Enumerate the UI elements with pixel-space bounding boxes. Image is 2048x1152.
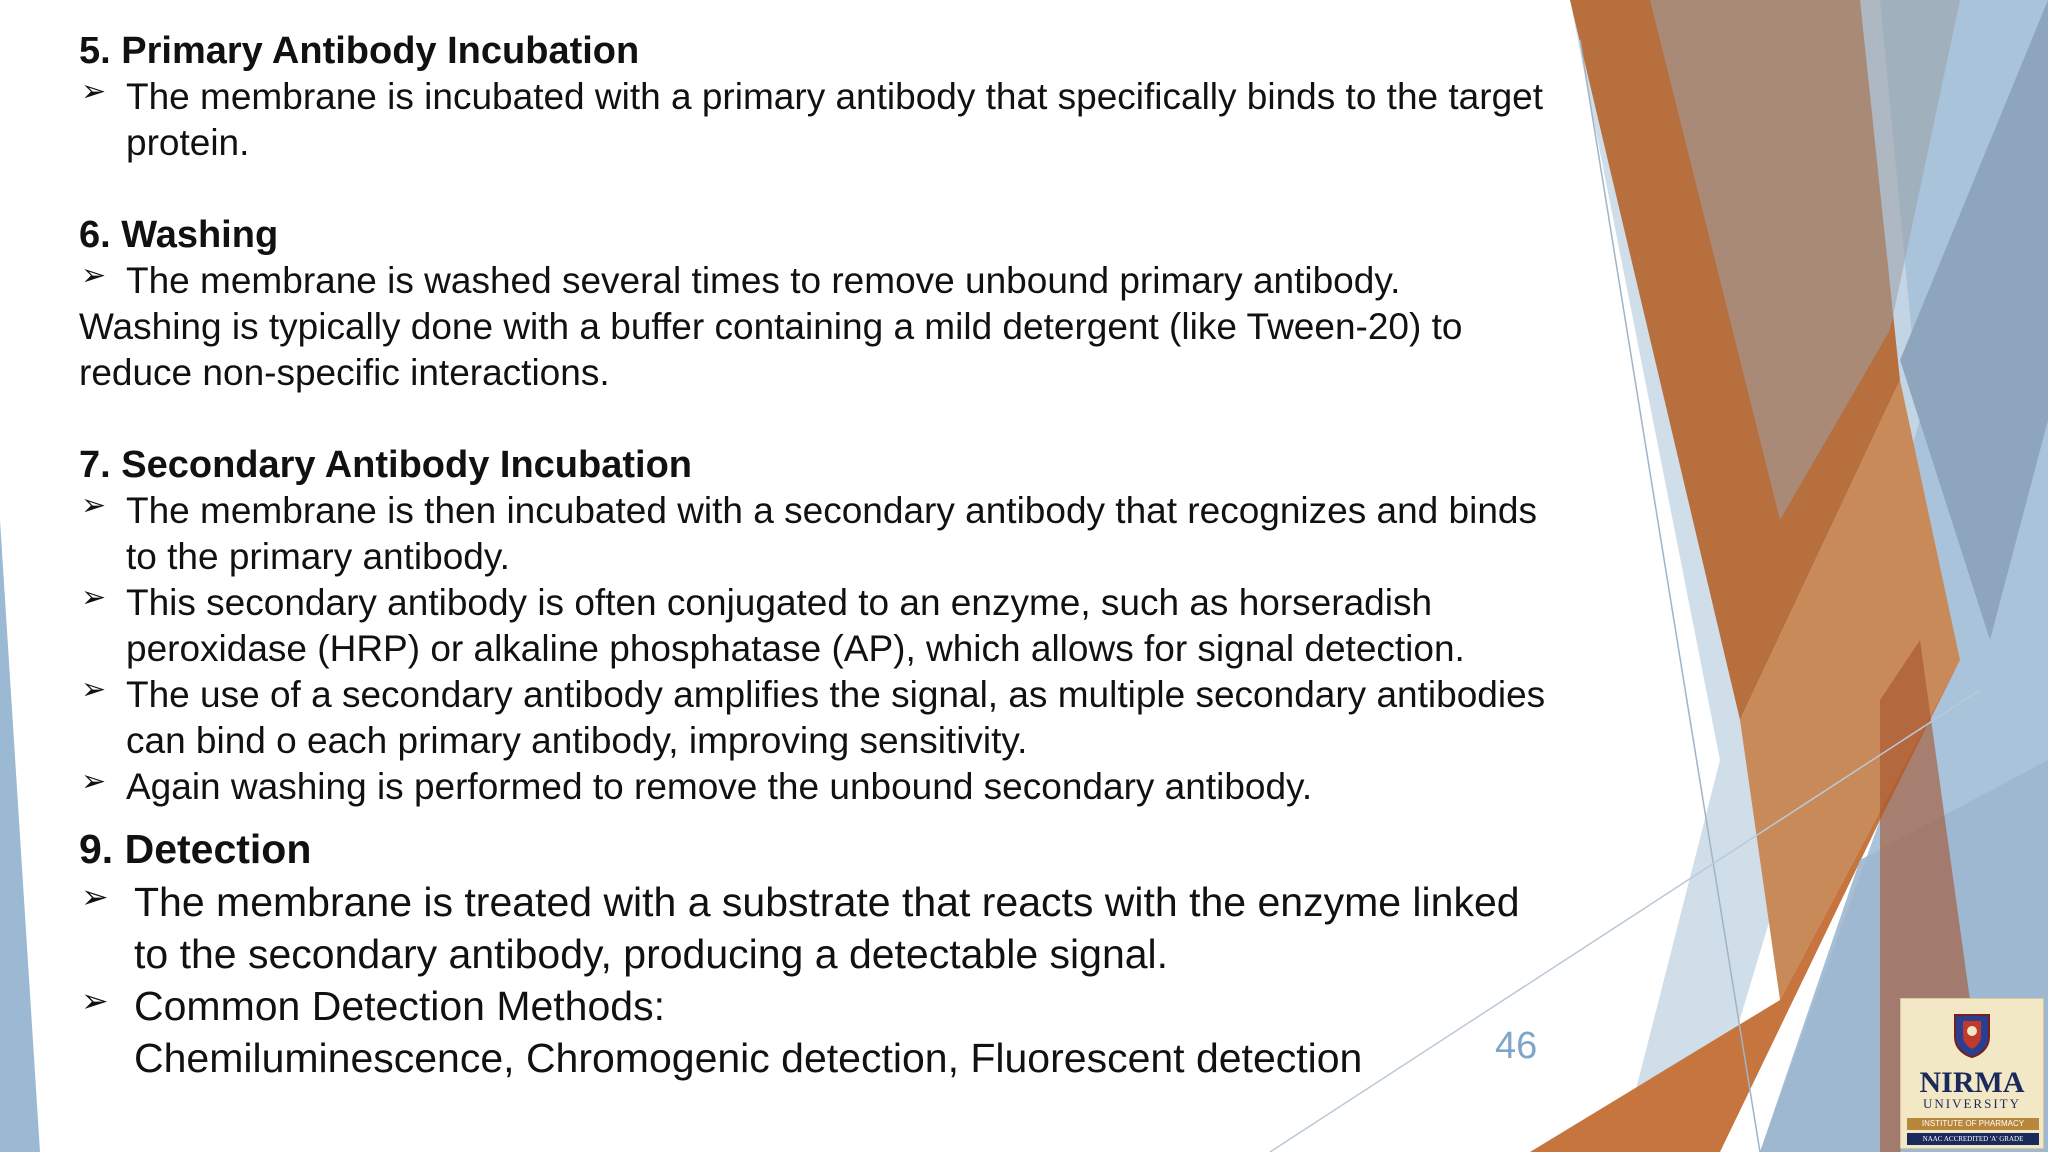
arrowhead-icon: ➢ [81,259,107,292]
bullet-item [79,258,1559,304]
section-heading-secondary-antibody: 7. Secondary Antibody Incubation [79,444,692,486]
bullet-text: Again washing is performed to remove the unbound secondary antibody. [126,766,1313,807]
slide-content [79,28,1559,1084]
logo-name: NIRMA [1919,1066,2025,1099]
logo-subtitle: UNIVERSITY [1923,1096,2021,1111]
paragraph-text: Washing is typically done with a buffer containing a mild detergent (like Tween-20) to reduce non-specific interactions. [79,306,1463,393]
slide-number: 46 [1495,1025,1538,1067]
section-heading-detection: 9. Detection [79,826,312,872]
bullet-item [79,980,1559,1084]
detection-methods-text: Chemiluminescence, Chromogenic detection, Fluorescent detection [134,1035,1363,1081]
bullet-text: The use of a secondary antibody amplifies the signal, as multiple secondary antibodies can bind o each primary antibody, improving sensitivity. [126,674,1546,761]
arrowhead-icon: ➢ [81,581,107,614]
arrowhead-icon: ➢ [81,765,107,798]
bullet-text: Common Detection Methods: [134,983,665,1029]
arrowhead-icon: ➢ [81,982,109,1019]
crest-icon [1951,1011,1993,1059]
bullet-item [79,488,1559,580]
bullet-text: The membrane is washed several times to remove unbound primary antibody. [126,260,1401,301]
arrowhead-icon: ➢ [81,878,109,915]
section-heading-washing: 6. Washing [79,214,279,256]
bullet-item [79,74,1559,166]
bullet-item [79,764,1559,810]
logo-accreditation: NAAC ACCREDITED 'A' GRADE [1907,1133,2039,1145]
bullet-text: The membrane is treated with a substrate that reacts with the enzyme linked to the secondary antibody, producing a detectable signal. [134,879,1520,977]
university-logo [1900,998,2044,1149]
section-heading-primary-antibody: 5. Primary Antibody Incubation [79,30,640,72]
bullet-text: The membrane is incubated with a primary antibody that specifically binds to the target protein. [126,76,1544,163]
bullet-text: The membrane is then incubated with a secondary antibody that recognizes and binds to the primary antibody. [126,490,1537,577]
arrowhead-icon: ➢ [81,75,107,108]
bullet-item [79,672,1559,764]
arrowhead-icon: ➢ [81,673,107,706]
bullet-text: This secondary antibody is often conjugated to an enzyme, such as horseradish peroxidase (HRP) or alkaline phosphatase (AP), which allows for signal detection. [126,582,1465,669]
bullet-item [79,580,1559,672]
logo-institute: INSTITUTE OF PHARMACY [1907,1118,2039,1130]
arrowhead-icon: ➢ [81,489,107,522]
bullet-item [79,876,1559,980]
